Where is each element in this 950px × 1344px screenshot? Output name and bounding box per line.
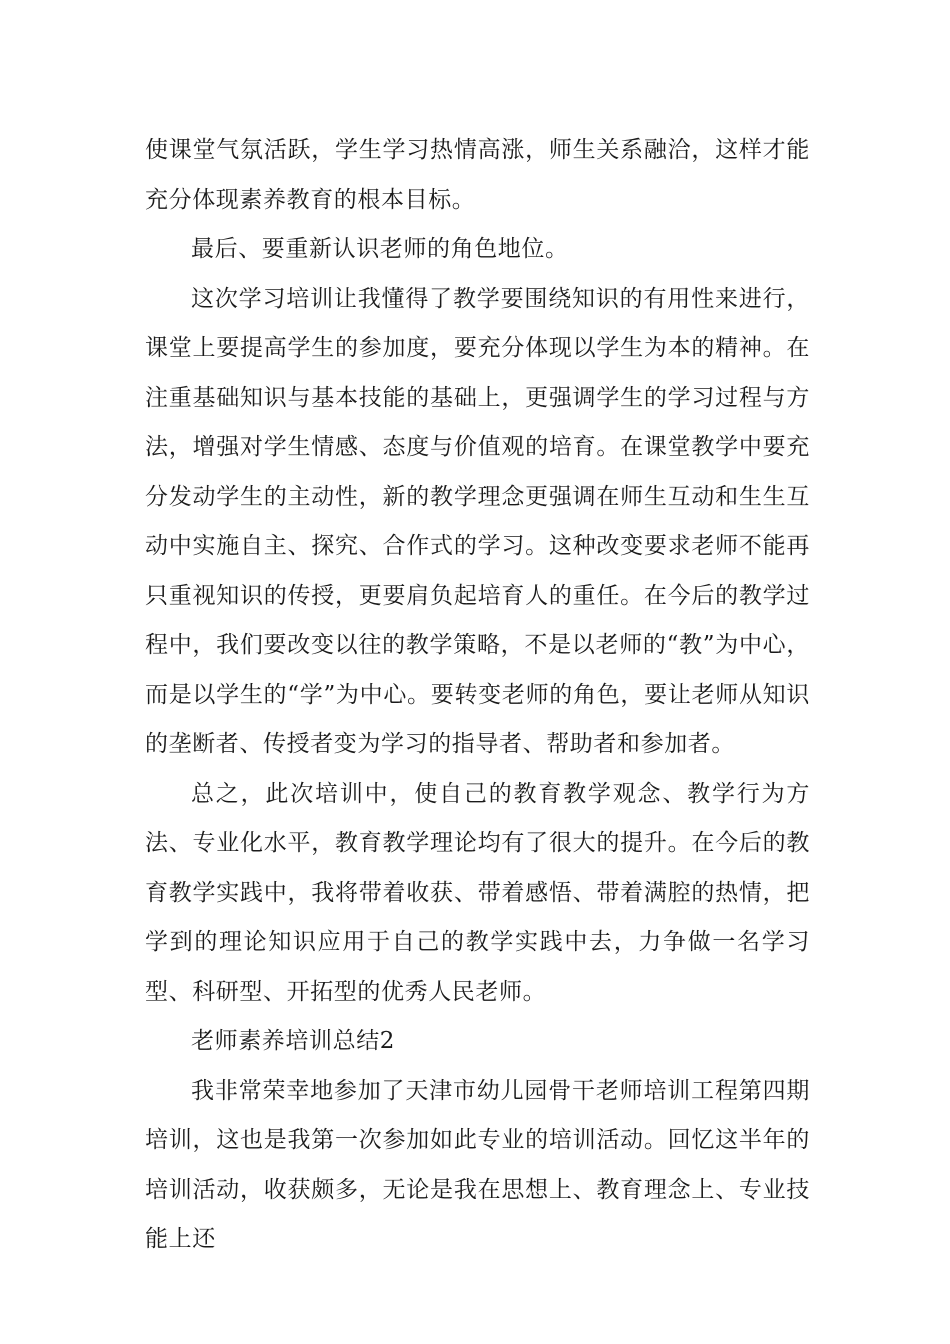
paragraph-intro: 我非常荣幸地参加了天津市幼儿园骨干老师培训工程第四期培训，这也是我第一次参加如此专业的培训活动。回忆这半年的培训活动，收获颇多，无论是我在思想上、教育理念上、专业技能上还 bbox=[145, 1077, 810, 1252]
paragraph-continuation: 使课堂气氛活跃，学生学习热情高涨，师生关系融洽，这样才能充分体现素养教育的根本目标。 bbox=[145, 137, 810, 213]
paragraph-conclusion: 总之，此次培训中，使自己的教育教学观念、教学行为方法、专业化水平，教育教学理论均有了很大的提升。在今后的教育教学实践中，我将带着收获、带着感悟、带着满腔的热情，把学到的理论知识应用于自己的教学实践中去，力争做一名学习型、科研型、开拓型的优秀人民老师。 bbox=[145, 780, 810, 1005]
paragraph-section-heading: 最后、要重新认识老师的角色地位。 bbox=[191, 236, 569, 262]
paragraph-body: 这次学习培训让我懂得了教学要围绕知识的有用性来进行，课堂上要提高学生的参加度，要充分体现以学生为本的精神。在注重基础知识与基本技能的基础上，更强调学生的学习过程与方法，增强对学生情感、态度与价值观的培育。在课堂教学中要充分发动学生的主动性，新的教学理念更强调在师生互动和生生互动中实施自主、探究、合作式的学习。这种改变要求老师不能再只重视知识的传授，更要肩负起培育人的重任。在今后的教学过程中，我们要改变以往的教学策略，不是以老师的“教”为中心，而是以学生的“学”为中心。要转变老师的角色，要让老师从知识的垄断者、传授者变为学习的指导者、帮助者和参加者。 bbox=[145, 285, 810, 757]
article-title: 老师素养培训总结2 bbox=[191, 1028, 396, 1054]
document-body bbox=[145, 126, 810, 1265]
